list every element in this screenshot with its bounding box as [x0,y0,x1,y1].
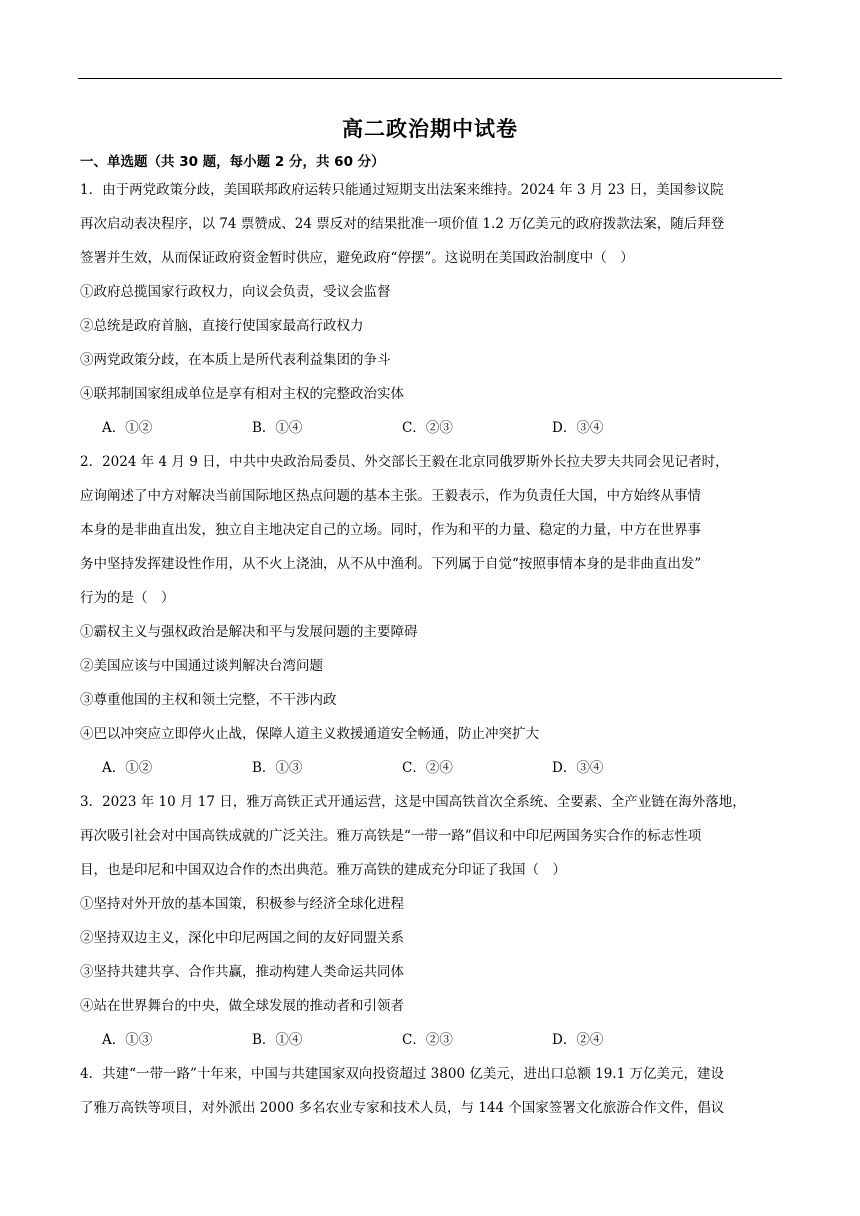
statement-4: ④巴以冲突应立即停火止战，保障人道主义救援通道安全畅通，防止冲突扩大 [80,726,539,742]
statement-2: ②坚持双边主义，深化中印尼两国之间的友好同盟关系 [80,930,404,946]
question-stem-line: 目，也是印尼和中国双边合作的杰出典范。雅万高铁的建成充分印证了我国（ ） [80,862,566,878]
question-3 [80,792,782,1064]
option-c: C．②③ [402,1032,453,1048]
option-b: B．①④ [252,420,303,436]
statement-3: ③尊重他国的主权和领土完整，不干涉内政 [80,692,337,708]
option-d: D．③④ [552,760,604,776]
statement-4: ④联邦制国家组成单位是享有相对主权的完整政治实体 [80,386,404,402]
question-stem-line: 务中坚持发挥建设性作用，从不火上浇油，从不从中渔利。下列属于自觉“按照事情本身的是非曲直出发” [80,556,702,572]
answer-options [80,1030,782,1064]
header-rule [78,78,782,79]
statement-2: ②美国应该与中国通过谈判解决台湾问题 [80,658,323,674]
option-d: D．③④ [552,420,604,436]
answer-options [80,418,782,452]
section-heading: 一、单选题（共 30 题，每小题 2 分，共 60 分） [80,154,385,170]
question-stem-line: 行为的是（ ） [80,590,175,606]
option-a: A．①③ [102,1032,153,1048]
answer-options [80,758,782,792]
option-c: C．②③ [402,420,453,436]
option-a: A．①② [102,760,153,776]
option-d: D．②④ [552,1032,604,1048]
question-stem-line: 3．2023 年 10 月 17 日，雅万高铁正式开通运营，这是中国高铁首次全系统、全要素、全产业链在海外落地， [80,794,746,810]
statement-4: ④站在世界舞台的中央，做全球发展的推动者和引领者 [80,998,404,1014]
question-stem-line: 本身的是非曲直出发，独立自主地决定自己的立场。同时，作为和平的力量、稳定的力量，中方在世界事 [80,522,701,538]
statement-1: ①坚持对外开放的基本国策，积极参与经济全球化进程 [80,896,404,912]
question-4 [80,1064,782,1132]
question-stem-line: 签署并生效，从而保证政府资金暂时供应，避免政府“停摆”。这说明在美国政治制度中（ ） [80,250,634,266]
page-title: 高二政治期中试卷 [342,117,518,141]
statement-1: ①政府总揽国家行政权力，向议会负责，受议会监督 [80,284,391,300]
option-b: B．①③ [252,760,303,776]
option-c: C．②④ [402,760,453,776]
question-stem-line: 4．共建“一带一路”十年来，中国与共建国家双向投资超过 3800 亿美元，进出口总额 19.1 万亿美元，建设 [80,1066,724,1082]
question-stem-line: 了雅万高铁等项目，对外派出 2000 多名农业专家和技术人员，与 144 个国家签署文化旅游合作文件，倡议 [80,1100,725,1116]
option-a: A．①② [102,420,153,436]
question-1 [80,180,782,452]
statement-2: ②总统是政府首脑，直接行使国家最高行政权力 [80,318,364,334]
question-2 [80,452,782,792]
question-stem-line: 再次启动表决程序，以 74 票赞成、24 票反对的结果批准一项价值 1.2 万亿美元的政府拨款法案，随后拜登 [80,216,725,232]
question-stem-line: 应询阐述了中方对解决当前国际地区热点问题的基本主张。王毅表示，作为负责任大国，中方始终从事情 [80,488,701,504]
question-stem-line: 2．2024 年 4 月 9 日，中共中央政治局委员、外交部长王毅在北京同俄罗斯外长拉夫罗夫共同会见记者时， [80,454,729,470]
statement-3: ③坚持共建共享、合作共赢，推动构建人类命运共同体 [80,964,404,980]
statement-3: ③两党政策分歧，在本质上是所代表利益集团的争斗 [80,352,391,368]
option-b: B．①④ [252,1032,303,1048]
question-stem-line: 再次吸引社会对中国高铁成就的广泛关注。雅万高铁是“一带一路”倡议和中印尼两国务实合作的标志性项 [80,828,702,844]
question-stem-line: 1．由于两党政策分歧，美国联邦政府运转只能通过短期支出法案来维持。2024 年 3 月 23 日，美国参议院 [80,182,724,198]
question-list [80,180,782,1132]
statement-1: ①霸权主义与强权政治是解决和平与发展问题的主要障碍 [80,624,418,640]
